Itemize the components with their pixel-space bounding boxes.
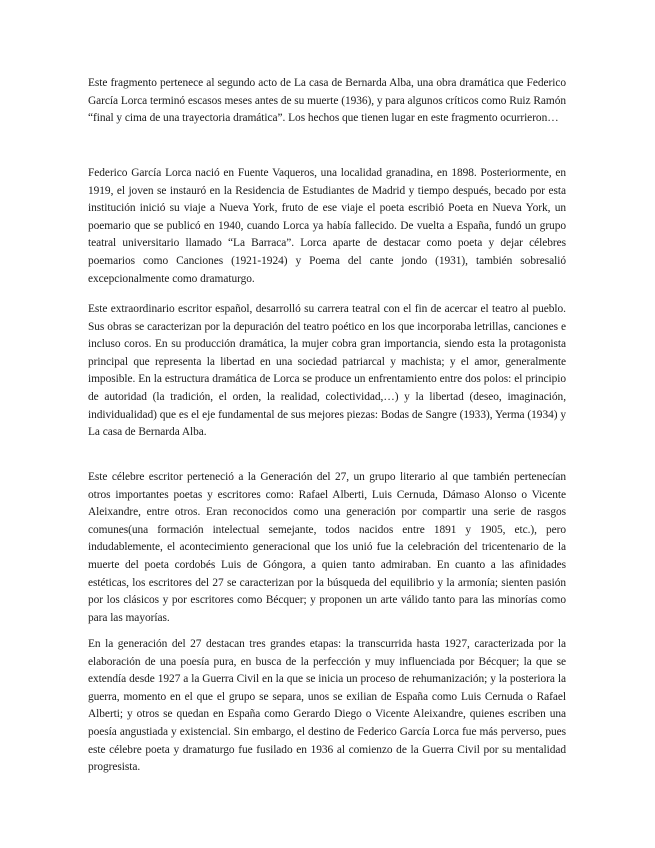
paragraph-biography: Federico García Lorca nació en Fuente Vaqueros, una localidad granadina, en 1898. Posteriormente, en 1919, el joven se instauró en la Residencia de Estudiantes de Madrid y tiempo después, becado por esta institución inició su viaje a Nueva York, fruto de ese viaje el poeta escribió Poeta en Nueva York, un poemario que se publicó en 1940, cuando Lorca ya había fallecido. De vuelta a España, fundó un grupo teatral universitario llamado “La Barraca”. Lorca aparte de destacar como poeta y dejar célebres poemarios como Canciones (1921-1924) y Poema del cante jondo (1931), también sobresalió excepcionalmente como dramaturgo. — [88, 167, 566, 285]
paragraph-theatre: Este extraordinario escritor español, desarrolló su carrera teatral con el fin de acercar el teatro al pueblo. Sus obras se caracterizan por la depuración del teatro poético en los que incorporaba letrillas, canciones e incluso coros. En su producción dramática, la mujer cobra gran importancia, siendo esta la protagonista principal que representa la libertad en una sociedad patriarcal y machista; y el amor, generalmente imposible. En la estructura dramática de Lorca se produce un enfrentamiento entre dos polos: el principio de autoridad (la tradición, el orden, la realidad, colectividad,…) y la libertad (deseo, imaginación, individualidad) que es el eje fundamental de sus mejores piezas: Bodas de Sangre (1933), Yerma (1934) y La casa de Bernarda Alba. — [88, 303, 566, 439]
paragraph-intro: Este fragmento pertenece al segundo acto de La casa de Bernarda Alba, una obra dramática que Federico García Lorca terminó escasos meses antes de su muerte (1936), y para algunos críticos como Ruiz Ramón “final y cima de una trayectoria dramática”. Los hechos que tienen lugar en este fragmento ocurrieron… — [88, 77, 566, 125]
paragraph-generation-27: Este célebre escritor perteneció a la Generación del 27, un grupo literario al que también pertenecían otros importantes poetas y escritores como: Rafael Alberti, Luis Cernuda, Dámaso Alonso o Vicente Aleixandre, entre otros. Eran reconocidos como una generación por compartir una serie de rasgos comunes(una formación intelectual semejante, todos nacidos entre 1891 y 1905, etc.), pero indudablemente, el acontecimiento generacional que los unió fue la celebración del tricentenario de la muerte del poeta cordobés Luis de Góngora, a quien tanto admiraban. En cuanto a las afinidades estéticas, los escritores del 27 se caracterizan por la búsqueda del equilibrio y la armonía; sienten pasión por los clásicos y por escritores como Bécquer; y proponen un arte válido tanto para las minorías como para las mayorías. — [88, 471, 566, 624]
paragraph-stages: En la generación del 27 destacan tres grandes etapas: la transcurrida hasta 1927, caracterizada por la elaboración de una poesía pura, en busca de la perfección y muy influenciada por Bécquer; la que se extendía desde 1927 a la Guerra Civil en la que se inicia un proceso de rehumanización; y la posteriora la guerra, momento en el que el grupo se separa, unos se exilian de España como Luis Cernuda o Rafael Alberti; y otros se quedan en España como Gerardo Diego o Vicente Aleixandre, quienes escriben una poesía angustiada y existencial. Sin embargo, el destino de Federico García Lorca fue más perverso, pues este célebre poeta y dramaturgo fue fusilado en 1936 al comienzo de la Guerra Civil por su mentalidad progresista. — [88, 638, 566, 774]
